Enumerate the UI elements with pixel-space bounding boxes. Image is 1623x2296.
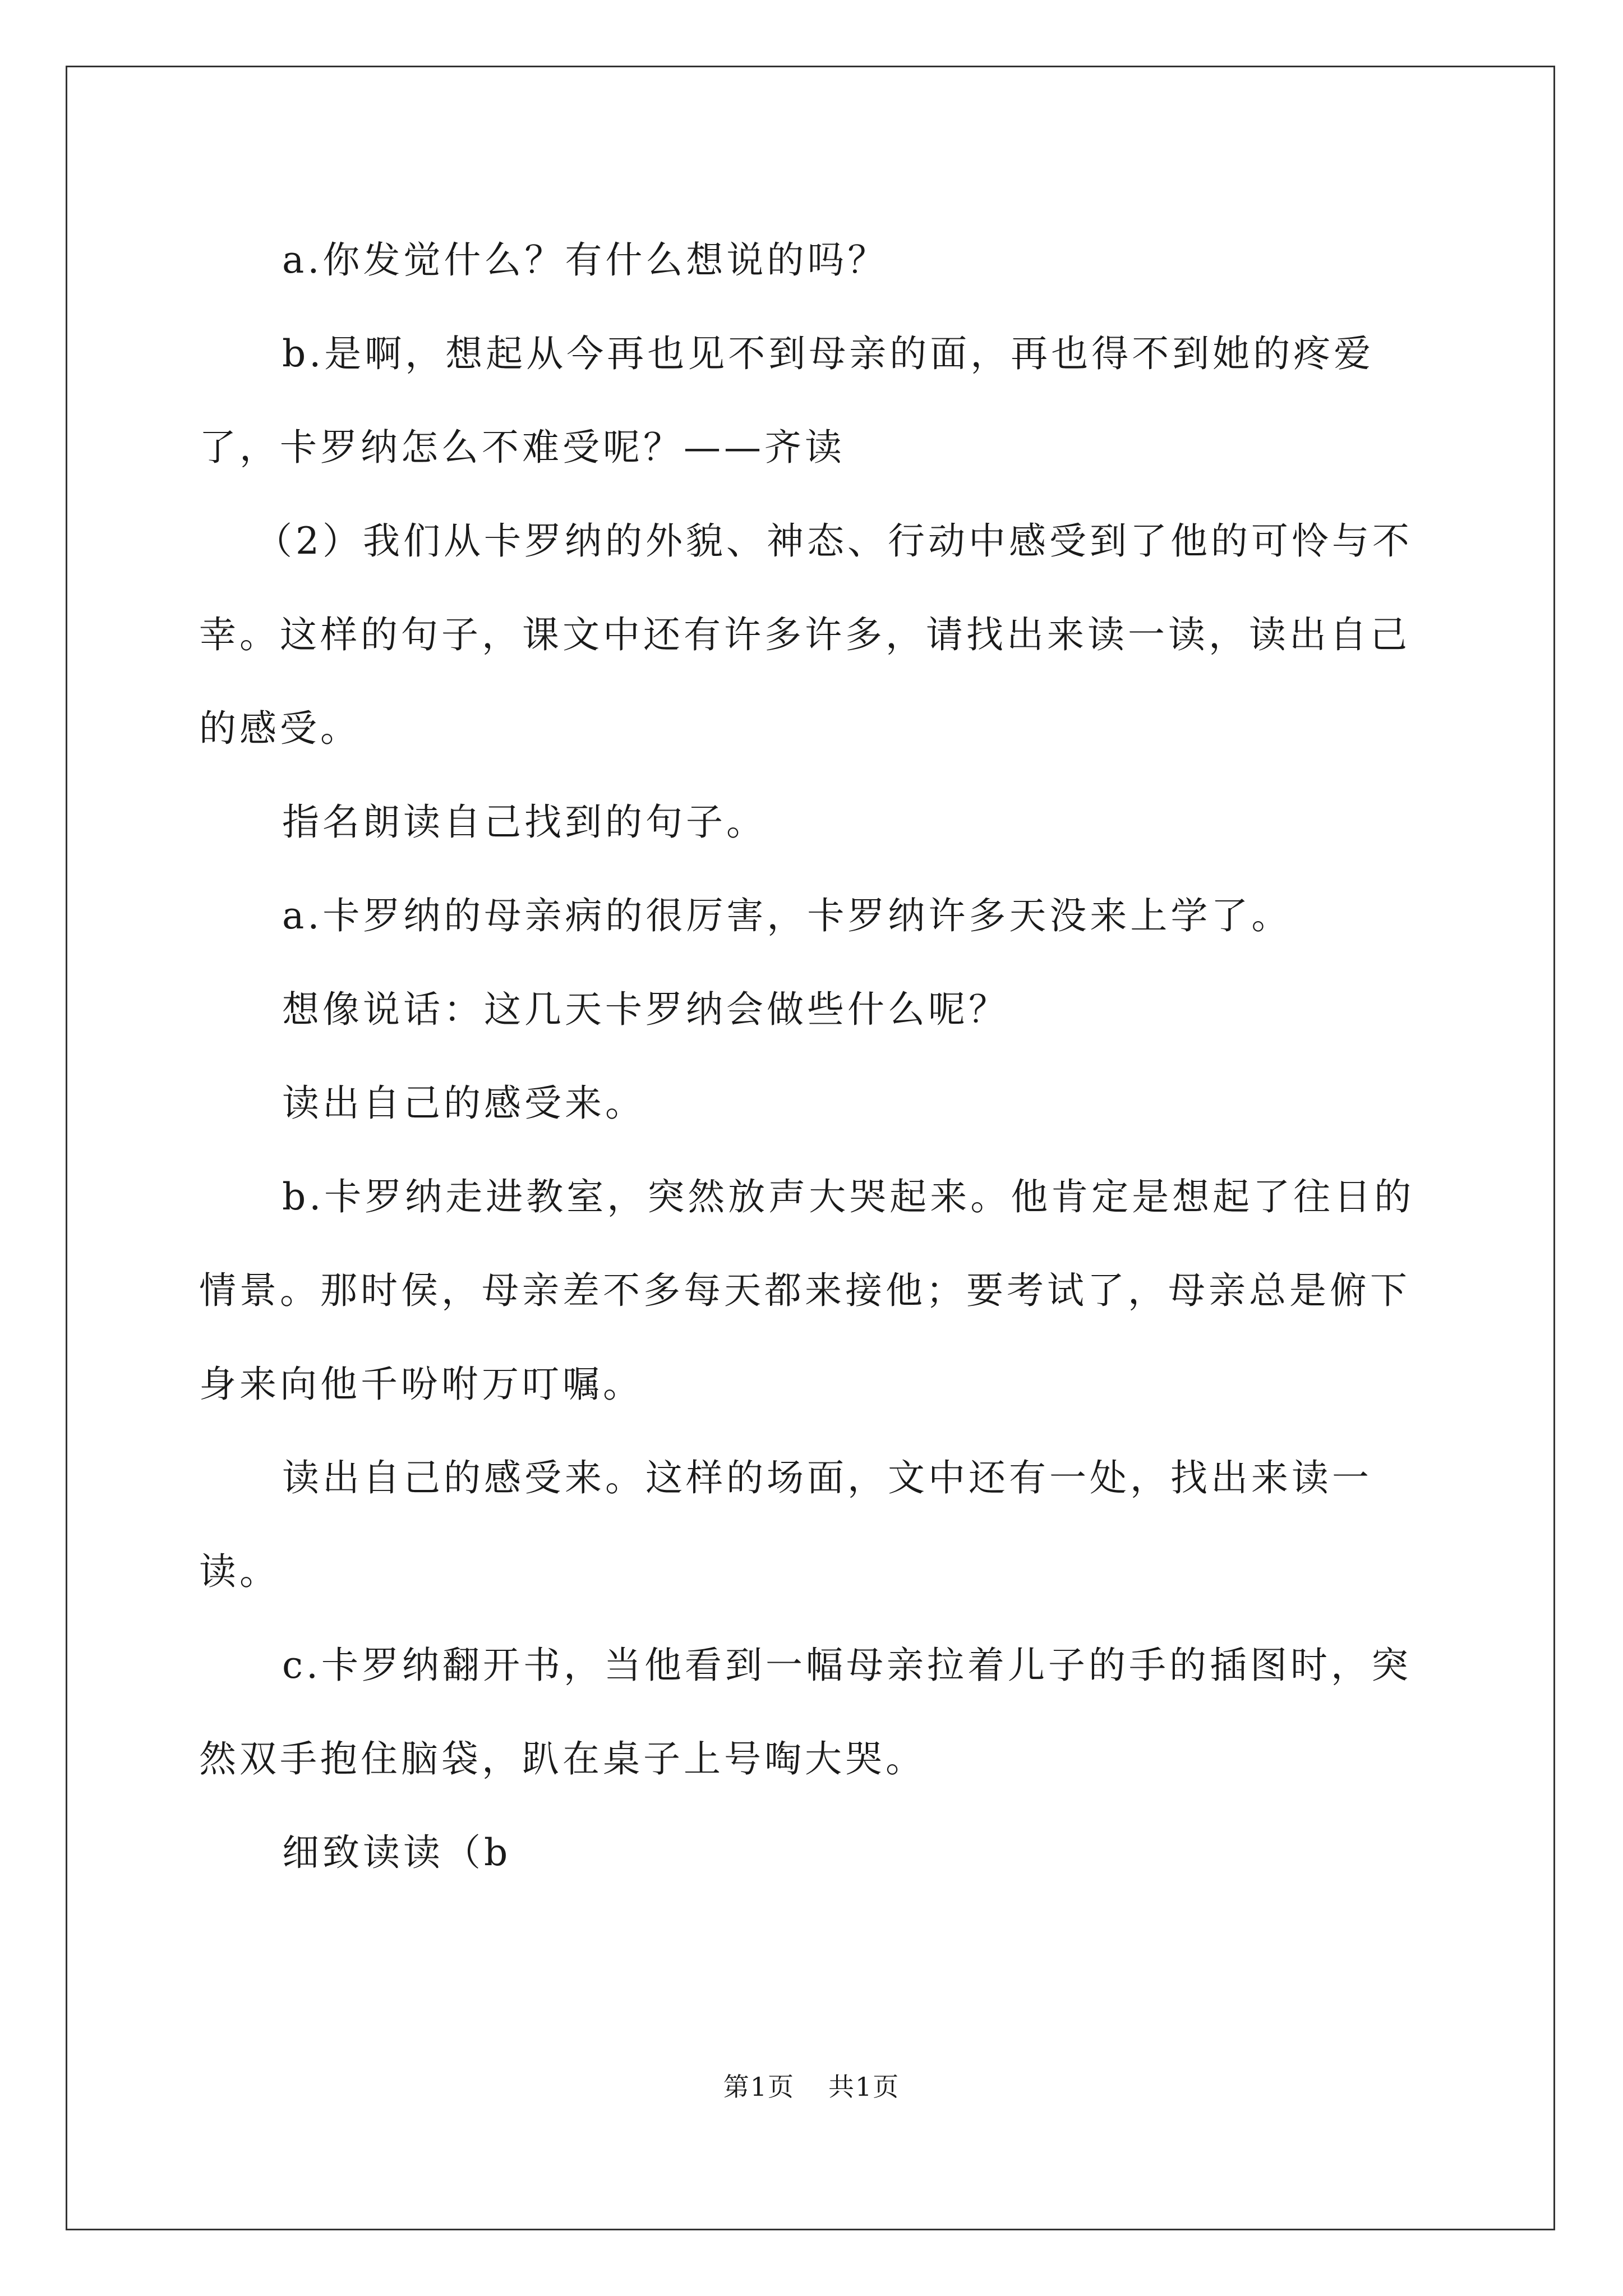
paragraph-9: 读出自己的感受来。这样的场面，文中还有一处，找出来读一读。 (199, 1456, 1372, 1593)
paragraph-3: （2）我们从卡罗纳的外貌、神态、行动中感受到了他的可怜与不幸。这样的句子，课文中还有许多许多，请找出来读一读，读出自己的感受。 (199, 519, 1413, 750)
page-number-total: 共1页 (828, 2072, 900, 2102)
paragraph-6: 想像说话：这几天卡罗纳会做些什么呢？ (282, 988, 1009, 1031)
paragraph-10: c.卡罗纳翻开书，当他看到一幅母亲拉着儿子的手的插图时，突然双手抱住脑袋，趴在桌子上号啕大哭。 (199, 1644, 1412, 1780)
page-footer (0, 2070, 1623, 2104)
page-number-current: 第1页 (723, 2072, 795, 2102)
paragraph-11: 细致读读（b (282, 1831, 511, 1874)
paragraph-7: 读出自己的感受来。 (282, 1082, 645, 1125)
paragraph-8: b.卡罗纳走进教室，突然放声大哭起来。他肯定是想起了往日的情景。那时侯，母亲差不多每天都来接他；要考试了，母亲总是俯下身来向他千吩咐万叮嘱。 (199, 1175, 1415, 1406)
paragraph-2: b.是啊，想起从今再也见不到母亲的面，再也得不到她的疼爱了，卡罗纳怎么不难受呢？——齐读 (199, 332, 1375, 469)
paragraph-4: 指名朗读自己找到的句子。 (282, 800, 767, 844)
paragraph-1: a.你发觉什么？有什么想说的吗？ (282, 238, 888, 282)
paragraph-5: a.卡罗纳的母亲病的很厉害，卡罗纳许多天没来上学了。 (282, 894, 1292, 937)
document-body (199, 213, 1433, 1899)
